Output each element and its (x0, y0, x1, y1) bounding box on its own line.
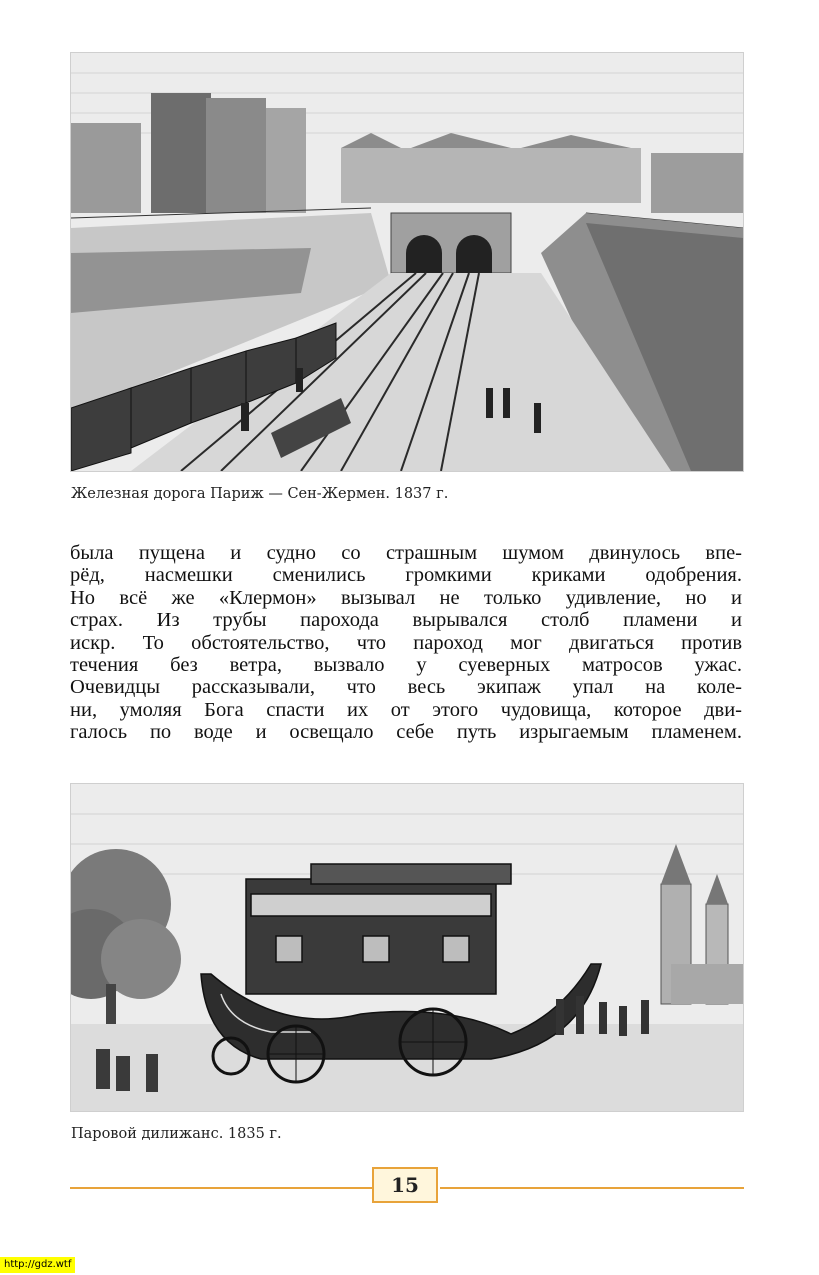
body-line: рёд, насмешки сменились громкими криками одобрения. (70, 564, 742, 587)
watermark-link[interactable]: http://gdz.wtf (0, 1257, 75, 1273)
body-paragraph (70, 542, 742, 744)
railway-caption: Железная дорога Париж — Сен-Жермен. 1837 г. (71, 486, 449, 502)
footer-rule-right (440, 1187, 744, 1189)
railway-illustration (71, 53, 743, 471)
body-line: Очевидцы рассказывали, что весь экипаж упал на коле- (70, 676, 742, 699)
body-line: ни, умоляя Бога спасти их от этого чудовища, которое дви- (70, 698, 742, 721)
stagecoach-caption: Паровой дилижанс. 1835 г. (71, 1126, 282, 1142)
body-line: страх. Из трубы парохода вырывался столб пламени и (70, 609, 742, 632)
stagecoach-illustration (71, 784, 743, 1111)
footer-rule-left (70, 1187, 372, 1189)
body-line: Но всё же «Клермон» вызывал не только удивление, но и (70, 586, 742, 609)
body-line: искр. То обстоятельство, что пароход мог двигаться против (70, 631, 742, 654)
page-number: 15 (372, 1167, 438, 1203)
stagecoach-engraving (70, 783, 744, 1112)
body-line: была пущена и судно со страшным шумом двинулось впе- (70, 542, 742, 564)
body-line: течения без ветра, вызвало у суеверных матросов ужас. (70, 654, 742, 677)
railway-engraving (70, 52, 744, 472)
body-line: галось по воде и освещало себе путь изрыгаемым пламенем. (70, 721, 742, 744)
